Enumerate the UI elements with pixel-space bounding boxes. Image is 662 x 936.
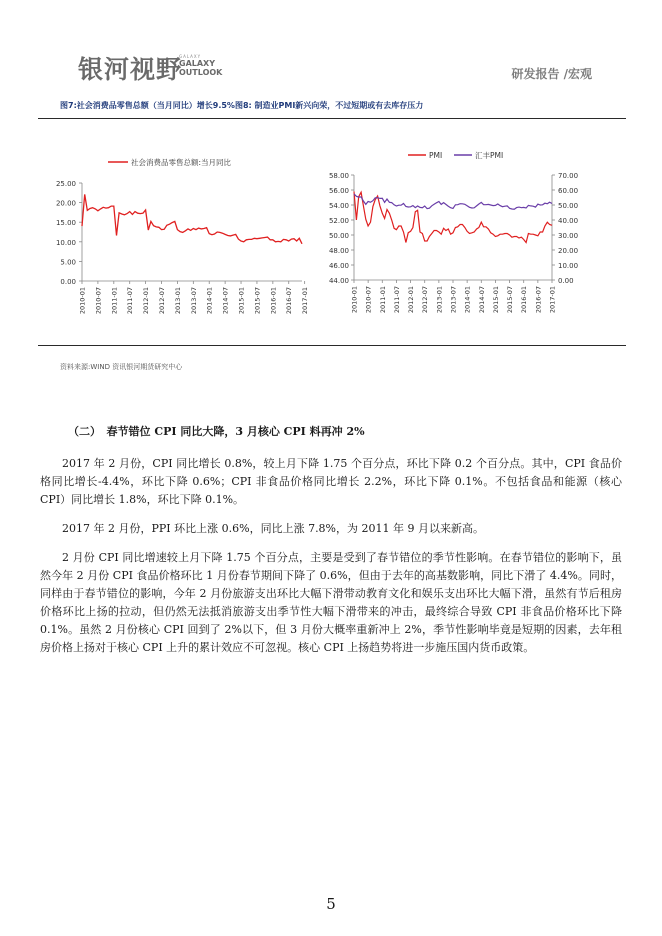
- x-tick-label: 2016-01: [269, 287, 278, 315]
- retail-sales-chart: [40, 148, 320, 328]
- x-tick-label: 2016-07: [534, 286, 543, 314]
- figure-caption: 图7:社会消费品零售总额（当月同比）增长9.5%图8: 制造业PMI新兴向荣，不过短期或有去库存压力: [60, 101, 424, 110]
- right-y-tick-label: 10.00: [558, 262, 579, 270]
- x-tick-label: 2015-01: [237, 287, 246, 315]
- logo-tiny-text: GALAXY: [179, 54, 202, 59]
- right-y-tick-label: 30.00: [558, 232, 579, 240]
- left-y-tick-label: 52.00: [328, 217, 349, 225]
- right-y-tick-label: 50.00: [558, 202, 579, 210]
- logo-english-line2: OUTLOOK: [179, 68, 223, 77]
- report-type-label: 研发报告 /宏观: [511, 67, 592, 81]
- pmi-series-line: [354, 192, 552, 243]
- x-tick-label: 2013-01: [435, 286, 444, 314]
- left-y-tick-label: 46.00: [328, 262, 349, 270]
- x-tick-label: 2016-01: [520, 286, 529, 314]
- x-tick-label: 2013-07: [189, 287, 198, 315]
- x-tick-label: 2011-07: [126, 287, 135, 315]
- bottom-rule: [38, 345, 626, 346]
- legend-label-hsbc-pmi: 汇丰PMI: [475, 151, 504, 160]
- x-tick-label: 2013-01: [173, 287, 182, 315]
- right-y-tick-label: 40.00: [558, 217, 579, 225]
- source-note: 资料来源:WIND 资讯银河期货研究中心: [60, 363, 183, 371]
- logo-chinese-text: 银河视野: [78, 55, 183, 84]
- x-tick-label: 2012-07: [158, 287, 167, 315]
- legend-label-pmi: PMI: [429, 151, 443, 160]
- x-tick-label: 2010-07: [94, 287, 103, 315]
- logo-english-line1: GALAXY: [179, 59, 216, 68]
- y-tick-label: 15.00: [55, 219, 76, 228]
- pmi-chart: [318, 145, 579, 330]
- x-tick-label: 2017-01: [301, 287, 310, 315]
- x-tick-label: 2016-07: [285, 287, 294, 315]
- page-number: 5: [326, 895, 336, 913]
- paragraph-3: 2 月份 CPI 同比增速较上月下降 1.75 个百分点，主要是受到了春节错位的季节性影响。在春节错位的影响下，虽然今年 2 月份 CPI 食品价格环比 1 月份春节期间下降了 0.6%，但由于去年的高基数影响，同比下滑了 4.4%。同时，同样由于春节错位的影响，今年 2 月份旅游支出环比大幅下滑带动教育文化和娱乐支出环比大幅下滑，虽然有节后租房价格环比上扬的拉动，但仍然无法抵消旅游支出季节性大幅下滑带来的冲击，最终综合导致 CPI 非食品价格环比下降 0.1%。虽然 2 月份核心 CPI 回到了 2%以下，但 3 月份大概率重新冲上 2%，季节性影响毕竟是短期的因素，去年租房价格上扬对于核心 CPI 上升的累计效应不可忽视。核心 CPI 上扬趋势将进一步施压国内货币政策。: [40, 551, 622, 654]
- left-y-tick-label: 44.00: [328, 277, 349, 285]
- right-y-tick-label: 70.00: [558, 172, 579, 180]
- y-tick-label: 0.00: [60, 278, 76, 286]
- x-tick-label: 2015-07: [253, 287, 262, 315]
- left-y-tick-label: 48.00: [328, 247, 349, 255]
- right-y-tick-label: 20.00: [558, 247, 579, 255]
- x-tick-label: 2011-01: [378, 286, 387, 314]
- y-tick-label: 10.00: [55, 238, 76, 247]
- x-tick-label: 2014-07: [477, 286, 486, 314]
- paragraph-2: 2017 年 2 月份，PPI 环比上涨 0.6%，同比上涨 7.8%，为 2011 年 9 月以来新高。: [62, 522, 484, 535]
- retail-sales-series-line: [82, 194, 302, 243]
- x-tick-label: 2010-07: [364, 286, 373, 314]
- x-tick-label: 2011-07: [392, 286, 401, 314]
- legend-label-retail: 社会消费品零售总额:当月同比: [131, 158, 232, 167]
- right-y-tick-label: 60.00: [558, 187, 579, 195]
- left-y-tick-label: 54.00: [328, 202, 349, 210]
- right-y-tick-label: 0.00: [558, 277, 574, 285]
- x-tick-label: 2017-01: [548, 286, 557, 314]
- top-rule: [38, 118, 626, 119]
- x-tick-label: 2010-01: [78, 287, 87, 315]
- section-heading: （二） 春节错位 CPI 同比大降，3 月核心 CPI 料再冲 2%: [68, 425, 365, 438]
- y-tick-label: 20.00: [55, 199, 76, 208]
- x-tick-label: 2012-01: [407, 286, 416, 314]
- y-tick-label: 5.00: [60, 258, 76, 267]
- x-tick-label: 2011-01: [110, 287, 119, 315]
- x-tick-label: 2010-01: [350, 286, 359, 314]
- x-tick-label: 2014-01: [463, 286, 472, 314]
- x-tick-label: 2015-01: [491, 286, 500, 314]
- x-tick-label: 2013-07: [449, 286, 458, 314]
- x-tick-label: 2014-01: [205, 287, 214, 315]
- paragraph-1: 2017 年 2 月份，CPI 同比增长 0.8%，较上月下降 1.75 个百分点，环比下降 0.2 个百分点。其中，CPI 食品价格同比增长-4.4%，环比下降 0.6%；CPI 非食品价格同比增长 2.2%，环比下降 0.1%。不包括食品和能源（核心 CPI）同比增长 1.8%，环比下降 0.1%。: [40, 457, 622, 506]
- x-tick-label: 2012-01: [142, 287, 151, 315]
- left-y-tick-label: 56.00: [328, 187, 349, 195]
- x-tick-label: 2012-07: [421, 286, 430, 314]
- x-tick-label: 2015-07: [506, 286, 515, 314]
- left-y-tick-label: 50.00: [328, 232, 349, 240]
- left-y-tick-label: 58.00: [328, 172, 349, 180]
- y-tick-label: 25.00: [55, 180, 76, 188]
- x-tick-label: 2014-07: [221, 287, 230, 315]
- hsbc-pmi-series-line: [354, 194, 552, 209]
